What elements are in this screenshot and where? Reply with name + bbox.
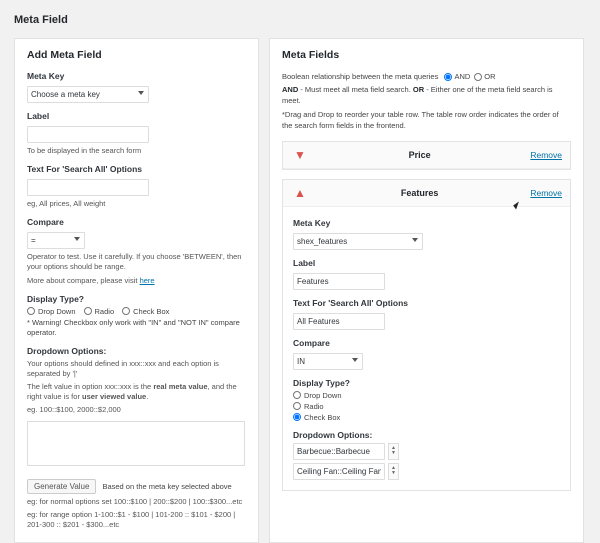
dropdown-options-hint2 — [27, 382, 246, 402]
desc-or-bold: OR — [412, 85, 425, 95]
display-option-checkbox-label: Check Box — [133, 306, 170, 316]
page-title: Meta Field — [14, 14, 68, 26]
boolean-and-radio[interactable] — [444, 73, 452, 81]
drag-drop-description: *Drag and Drop to reorder your table row. The table row order indicates the order of the search form fields in the frontend. — [282, 110, 559, 130]
option-input[interactable] — [293, 443, 385, 460]
display-option-radio-radio[interactable] — [84, 307, 92, 315]
option-row[interactable] — [293, 443, 560, 460]
search-all-label: Text For 'Search All' Options — [27, 164, 143, 175]
label-hint: To be displayed in the search form — [27, 146, 142, 155]
row-display-checkbox-label: Check Box — [304, 412, 341, 422]
hint2-a: The left value in option xxx::xxx is the — [27, 382, 154, 392]
compare-hint-2-text: More about compare, please visit — [27, 275, 140, 285]
dropdown-options-label: Dropdown Options: — [27, 345, 107, 356]
search-all-input[interactable] — [27, 179, 149, 196]
option-input[interactable] — [293, 463, 385, 480]
row-meta-key-select-wrap[interactable] — [293, 231, 423, 250]
compare-hint-1: Operator to test. Use it carefully. If you choose 'BETWEEN', then your options should be range. — [27, 252, 242, 272]
hint2-e: . — [146, 392, 149, 402]
add-meta-field-heading: Add Meta Field — [27, 49, 102, 61]
row-display-radio-radio[interactable] — [293, 402, 301, 410]
row-display-checkbox-radio[interactable] — [293, 413, 301, 421]
meta-field-row-features[interactable] — [282, 179, 571, 491]
boolean-relationship-row — [282, 71, 571, 82]
hint2-c: , and the right value is for — [27, 382, 237, 402]
generate-row — [27, 479, 246, 494]
meta-key-label: Meta Key — [27, 71, 65, 81]
row-search-all-label: Text For 'Search All' Options — [293, 297, 409, 308]
dropdown-options-textarea[interactable] — [27, 421, 245, 466]
meta-field-header[interactable] — [283, 142, 570, 169]
row-dropdown-options-label: Dropdown Options: — [293, 429, 373, 440]
display-warning: * Warning! Checkbox only work with "IN" and "NOT IN" compare operator. — [27, 317, 240, 337]
row-display-dropdown-label: Drop Down — [304, 390, 342, 400]
desc-and-bold: AND — [282, 85, 299, 95]
spinner-icon[interactable]: ▲ ▼ — [388, 463, 399, 480]
row-compare-select-wrap[interactable] — [293, 351, 363, 370]
option-row[interactable] — [293, 463, 560, 480]
hint2-b: real meta value — [153, 382, 208, 392]
compare-hint-2 — [27, 276, 246, 286]
row-compare-label: Compare — [293, 337, 330, 348]
label-input[interactable] — [27, 126, 149, 143]
meta-field-title: Price — [408, 149, 431, 160]
chevron-down-icon[interactable]: ▼ — [294, 147, 306, 162]
footer-note-2: eg: for range option 1-100::$1 - $100 | 101-200 :: $101 - $200 | 201-300 :: $201 - $300...etc — [27, 509, 236, 529]
remove-link[interactable]: Remove — [530, 187, 562, 198]
meta-field-row-price[interactable] — [282, 141, 571, 170]
row-meta-key-label: Meta Key — [293, 217, 331, 228]
chevron-up-icon[interactable]: ▲ — [294, 185, 306, 200]
meta-fields-panel — [269, 38, 584, 543]
row-display-dropdown-radio[interactable] — [293, 391, 301, 399]
meta-key-select-wrap[interactable] — [27, 84, 149, 103]
desc-or-text: - Either one of the meta field search is meet. — [282, 85, 553, 106]
footer-note-1: eg: for normal options set 100::$100 | 200::$200 | 100::$300...etc — [27, 496, 243, 506]
row-label-input[interactable] — [293, 273, 385, 290]
boolean-or-label: OR — [484, 72, 496, 81]
row-display-dropdown[interactable] — [293, 391, 560, 400]
row-display-radio-label: Radio — [304, 401, 324, 411]
label-label: Label — [27, 111, 50, 121]
dropdown-options-example: eg. 100::$100, 2000::$2,000 — [27, 405, 121, 415]
compare-select-wrap[interactable] — [27, 230, 85, 249]
row-label-label: Label — [293, 257, 316, 268]
boolean-and-label: AND — [454, 72, 471, 81]
add-meta-field-panel — [14, 38, 259, 543]
boolean-relationship-text: Boolean relationship between the meta queries — [282, 72, 441, 81]
hint2-d: user viewed value — [82, 392, 147, 402]
row-compare-select[interactable] — [293, 353, 363, 370]
display-option-dropdown[interactable] — [27, 307, 76, 316]
display-type-label: Display Type? — [27, 293, 84, 304]
display-option-checkbox[interactable] — [122, 307, 169, 316]
display-option-checkbox-radio[interactable] — [122, 307, 130, 315]
remove-link[interactable]: Remove — [530, 149, 562, 160]
generate-value-button[interactable]: Generate Value — [27, 479, 96, 494]
search-all-hint: eg, All prices, All weight — [27, 199, 106, 209]
spinner-icon[interactable]: ▲ ▼ — [388, 443, 399, 460]
row-display-type-label: Display Type? — [293, 377, 350, 388]
compare-label: Compare — [27, 217, 64, 228]
row-display-checkbox[interactable] — [293, 413, 560, 422]
meta-fields-heading: Meta Fields — [282, 49, 340, 61]
display-option-dropdown-radio[interactable] — [27, 307, 35, 315]
row-search-all-input[interactable] — [293, 313, 385, 330]
boolean-description — [282, 85, 571, 107]
content-columns — [0, 26, 600, 543]
row-meta-key-select[interactable] — [293, 233, 423, 250]
desc-and-text: - Must meet all meta field search. — [298, 85, 413, 95]
row-display-radio[interactable] — [293, 402, 560, 411]
display-option-radio-label: Radio — [94, 306, 115, 316]
meta-field-body — [283, 207, 570, 490]
compare-select[interactable] — [27, 232, 85, 249]
generate-note: Based on the meta key selected above — [102, 481, 232, 491]
meta-field-title: Features — [400, 187, 439, 198]
display-type-radios — [27, 307, 246, 316]
dropdown-options-hint: Your options should defined in xxx::xxx and each option is separated by '|' — [27, 358, 219, 378]
meta-field-header[interactable] — [283, 180, 570, 207]
boolean-or-radio[interactable] — [474, 73, 482, 81]
display-option-dropdown-label: Drop Down — [38, 306, 76, 316]
display-option-radio[interactable] — [84, 307, 115, 316]
compare-here-link[interactable]: here — [139, 275, 155, 285]
meta-key-select[interactable] — [27, 86, 149, 103]
